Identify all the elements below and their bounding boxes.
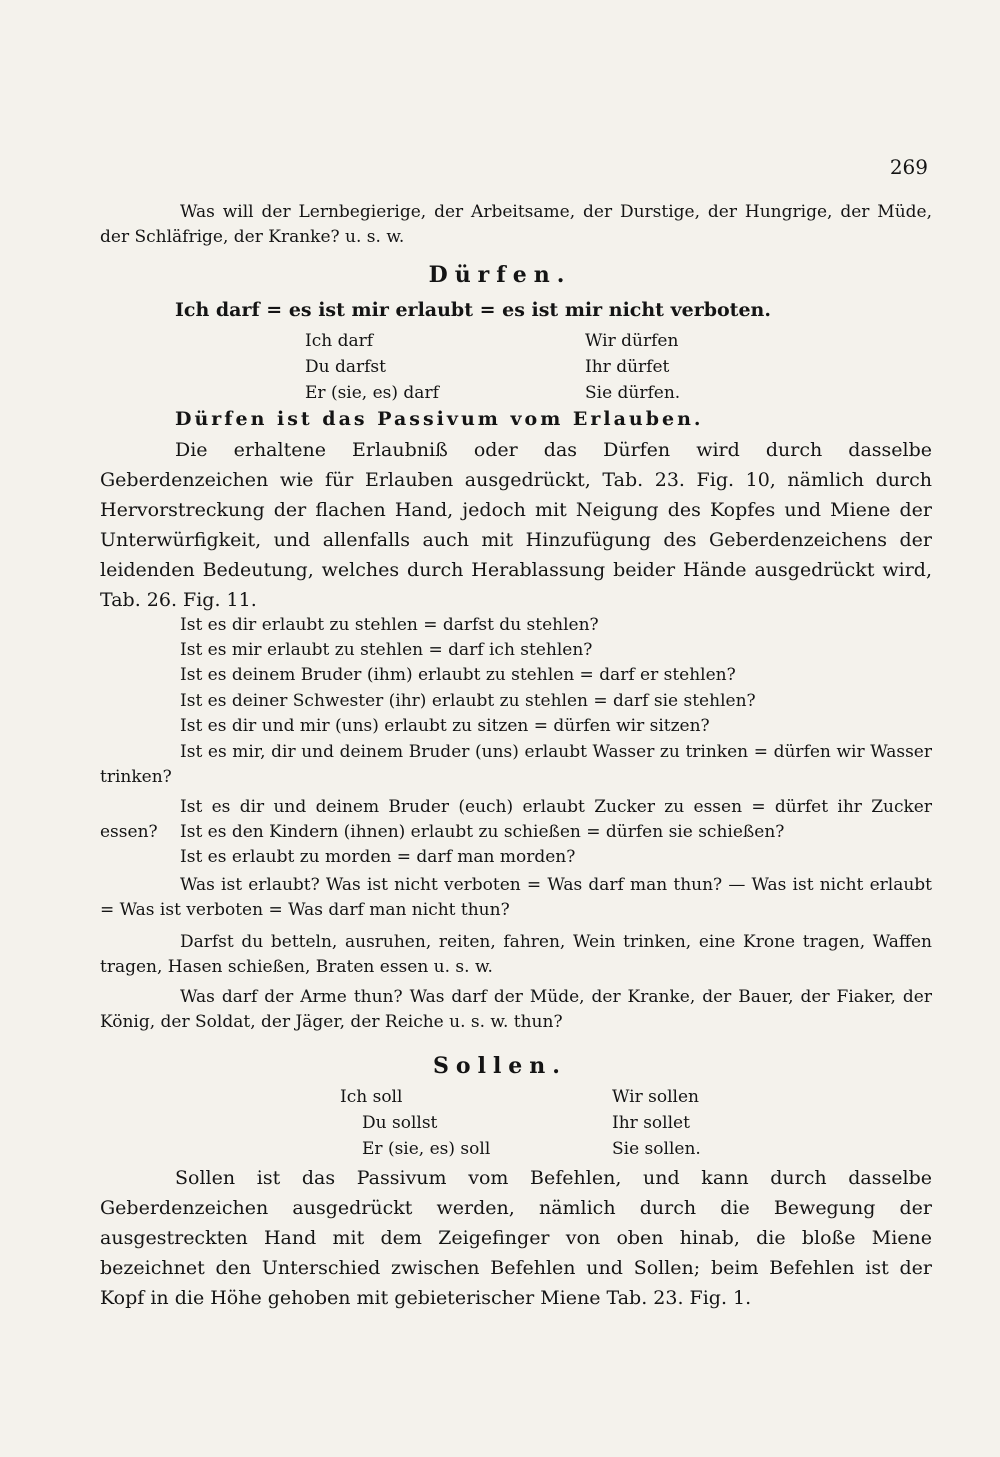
sollen-conjugation-singular: [340, 1084, 490, 1162]
duerfen-conjugation-singular: [305, 328, 439, 406]
section-heading-sollen: Sollen.: [433, 1053, 567, 1079]
conjugation-form: Du darfst: [305, 357, 386, 377]
conjugation-form: Ich soll: [340, 1087, 403, 1107]
example-line: Ist es mir erlaubt zu stehlen = darf ich stehlen?: [180, 640, 593, 660]
sollen-conjugation-plural: [612, 1084, 701, 1162]
section-heading-duerfen: Dürfen.: [428, 262, 572, 288]
example-line: Ist es den Kindern (ihnen) erlaubt zu schießen = dürfen sie schießen?: [180, 822, 785, 842]
example-line: Ist es dir erlaubt zu stehlen = darfst du stehlen?: [180, 615, 599, 635]
conjugation-form: Sie sollen.: [612, 1139, 701, 1159]
example-line: Ist es deiner Schwester (ihr) erlaubt zu stehlen = darf sie stehlen?: [180, 691, 756, 711]
duerfen-conjugation-plural: [585, 328, 680, 406]
example-line: Was ist erlaubt? Was ist nicht verboten = Was darf man thun? — Was ist nicht erlaubt = Was ist verboten = Was darf man nicht thun?: [100, 875, 932, 920]
conjugation-form: Ihr sollet: [612, 1113, 690, 1133]
conjugation-form: Ihr dürfet: [585, 357, 670, 377]
conjugation-form: Er (sie, es) darf: [305, 383, 439, 403]
duerfen-definition: Ich darf = es ist mir erlaubt = es ist mir nicht verboten.: [175, 299, 771, 321]
example-line: Ist es erlaubt zu morden = darf man morden?: [180, 847, 576, 867]
sollen-explanation: Sollen ist das Passivum vom Befehlen, und kann durch dasselbe Geberdenzeichen ausgedrückt werden, nämlich durch die Bewegung der ausgestreckten Hand mit dem Zeigefinger von oben hinab, die bloße Miene bezeichnet den Unterschied zwischen Befehlen und Sollen; beim Befehlen ist der Kopf in die Höhe gehoben mit gebieterischer Miene Tab. 23. Fig. 1.: [100, 1167, 932, 1309]
conjugation-form: Wir sollen: [612, 1087, 699, 1107]
example-line: Darfst du betteln, ausruhen, reiten, fahren, Wein trinken, eine Krone tragen, Waffen tragen, Hasen schießen, Braten essen u. s. w.: [100, 932, 932, 977]
example-line: Ist es dir und deinem Bruder (euch) erlaubt Zucker zu essen = dürfet ihr Zucker essen?: [100, 797, 932, 842]
page-number: 269: [889, 155, 928, 179]
intro-paragraph: Was will der Lernbegierige, der Arbeitsame, der Durstige, der Hungrige, der Müde, der Schläfrige, der Kranke? u. s. w.: [100, 202, 932, 247]
example-line: Ist es dir und mir (uns) erlaubt zu sitzen = dürfen wir sitzen?: [180, 716, 710, 736]
conjugation-form: Wir dürfen: [585, 331, 679, 351]
example-line: Ist es mir, dir und deinem Bruder (uns) erlaubt Wasser zu trinken = dürfen wir Wasser trinken?: [100, 742, 932, 787]
duerfen-explanation: Die erhaltene Erlaubniß oder das Dürfen wird durch dasselbe Geberdenzeichen wie für Erlauben ausgedrückt, Tab. 23. Fig. 10, nämlich durch Hervorstreckung der flachen Hand, jedoch mit Neigung des Kopfes und Miene der Unterwürfigkeit, und allenfalls auch mit Hinzufügung des Geberdenzeichens der leidenden Bedeutung, welches durch Herablassung beider Hände ausgedrückt wird, Tab. 26. Fig. 11.: [100, 439, 932, 611]
conjugation-form: Sie dürfen.: [585, 383, 681, 403]
example-line: Was darf der Arme thun? Was darf der Müde, der Kranke, der Bauer, der Fiaker, der König, der Soldat, der Jäger, der Reiche u. s. w. thun?: [100, 987, 932, 1032]
conjugation-form: Er (sie, es) soll: [362, 1139, 491, 1159]
example-line: Ist es deinem Bruder (ihm) erlaubt zu stehlen = darf er stehlen?: [180, 665, 736, 685]
conjugation-form: Du sollst: [362, 1113, 438, 1133]
conjugation-form: Ich darf: [305, 331, 374, 351]
duerfen-passive-line: Dürfen ist das Passivum vom Erlauben.: [175, 408, 704, 430]
